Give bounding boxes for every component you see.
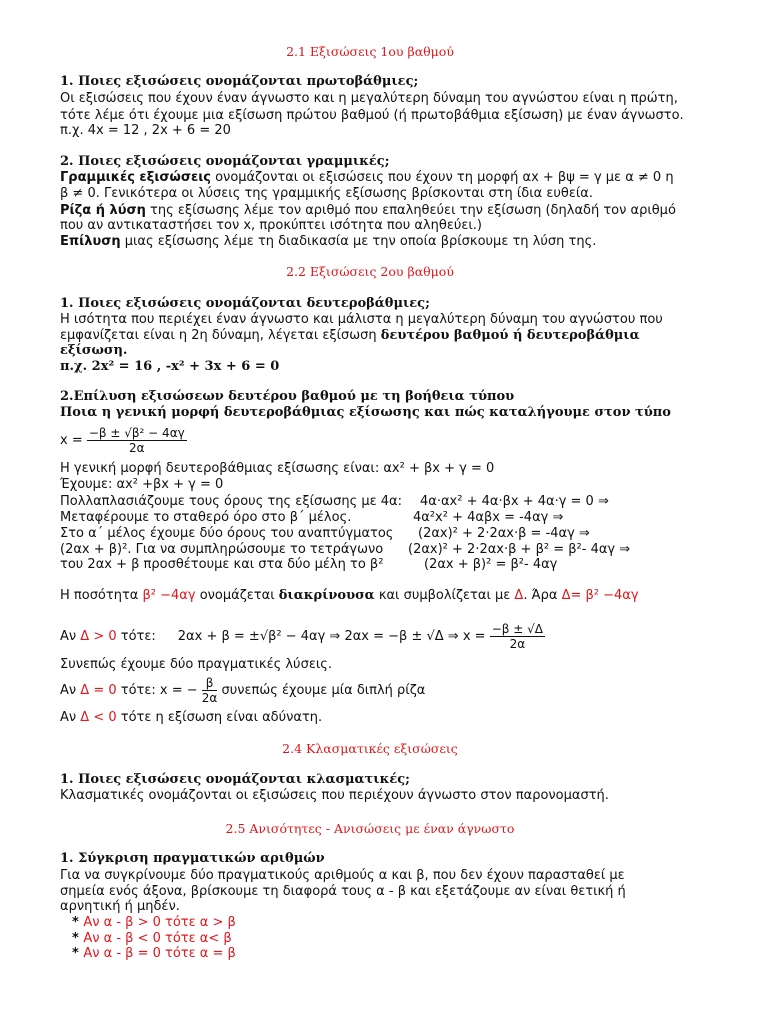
derivation-step [60,494,609,509]
step-text: Μεταφέρουμε το σταθερό όρο στο β΄ μέλος. [60,510,352,525]
step-equation: (2αx + β)² = β²- 4αγ [424,557,558,572]
list-item: * Αν α - β > 0 τότε α > β [72,915,236,930]
text-span: Αν [60,683,81,698]
red-term: Δ < 0 [80,710,117,725]
case-negative [60,710,322,725]
text-span: τότε: [116,629,156,644]
question-heading: 2.Επίλυση εξισώσεων δευτέρου βαθμού με τη βοήθεια τύπου [60,389,515,404]
fraction-numerator: β [202,676,218,691]
step-text: Πολλαπλασιάζουμε τους όρους της εξίσωσης με 4α: [60,494,402,509]
section-title: 2.2 Εξισώσεις 2ου βαθμού [286,264,454,279]
text-line: τότε λέμε ότι έχουμε μια εξίσωση πρώτου βαθμού (ή πρωτοβάθμια εξίσωση) με έναν άγνωστο. [60,108,684,123]
fraction-numerator: −β ± √Δ [491,622,543,636]
bold-term: δευτέρου βαθμού ή δευτεροβάθμια [380,328,640,343]
case-positive [60,622,545,651]
red-term: Δ > 0 [80,629,117,644]
text-span: Η ποσότητα [60,588,143,603]
text-line: που αν αντικαταστήσει τον x, προκύπτει ισότητα που αληθεύει.) [60,218,482,233]
text-line: Η γενική μορφή δευτεροβάθμιας εξίσωσης είναι: αx² + βx + γ = 0 [60,461,495,476]
fraction-denominator: 2α [201,691,218,705]
text-span: τότε η εξίσωση είναι αδύνατη. [116,710,323,725]
quadratic-formula [60,426,187,455]
red-term: Δ [514,588,524,603]
text-line: Συνεπώς έχουμε δύο πραγματικές λύσεις. [60,657,333,672]
bullet-text: Αν α - β = 0 τότε α = β [83,946,236,961]
fraction-denominator: 2α [509,637,526,651]
formula-fraction [87,426,187,455]
text-span: ονομάζονται οι εξισώσεις που έχουν τη μορφή αx + βψ = γ με α ≠ 0 η [210,170,674,185]
text-line [60,203,676,218]
formula-denominator: 2α [129,441,145,455]
step-text: Στο α΄ μέλος έχουμε δύο όρους του αναπτύγματος [60,526,394,541]
step-equation: 4α·αx² + 4α·βx + 4α·γ = 0 ⇒ [420,494,609,509]
text-span: μιας εξίσωσης λέμε τη διαδικασία με την οποία βρίσκουμε τη λύση της. [120,234,597,249]
case-fraction [202,676,218,705]
text-span: . Άρα [523,588,562,603]
derivation-step [60,557,558,572]
step-equation: 4α²x² + 4αβx = -4αγ ⇒ [413,510,564,525]
red-term: Δ = 0 [80,683,117,698]
step-text: (2αx + β)². Για να συμπληρώσουμε το τετράγωνο [60,542,384,557]
text-line: Κλασματικές ονομάζονται οι εξισώσεις που περιέχουν άγνωστο στον παρονομαστή. [60,788,609,803]
text-line: Έχουμε: αx² +βx + γ = 0 [60,477,224,492]
question-heading: 1. Ποιες εξισώσεις ονομάζονται δευτεροβάθμιες; [60,296,430,311]
section-title: 2.5 Ανισότητες - Ανισώσεις με έναν άγνωστο [225,821,515,836]
derivation-step [60,510,564,525]
bold-term: Επίλυση [60,234,121,249]
question-heading: 1. Ποιες εξισώσεις ονομάζονται κλασματικές; [60,772,410,787]
bullet-text: Αν α - β > 0 τότε α > β [83,915,236,930]
bold-term: εξίσωση. [60,343,128,358]
text-line: αρνητική ή μηδέν. [60,899,180,914]
case-fraction [490,622,545,651]
section-title: 2.1 Εξισώσεις 1ου βαθμού [286,44,454,59]
formula-numerator: −β ± √β² − 4αγ [88,426,185,440]
text-span: τότε: x = − [116,683,198,698]
text-span: Αν [60,710,81,725]
question-heading: 1. Σύγκριση πραγματικών αριθμών [60,851,325,866]
case-equation: 2αx + β = ±√β² − 4αγ ⇒ 2αx = −β ± √Δ ⇒ x = [177,629,486,644]
text-line: σημεία ενός άξονα, βρίσκουμε τη διαφορά τους α - β και εξετάζουμε αν είναι θετική ή [60,884,626,899]
text-line [60,328,640,343]
red-term: β² −4αγ [142,588,196,603]
bold-term: Γραμμικές εξισώσεις [60,170,211,185]
step-equation: (2αx)² + 2·2αx·β + β² = β²- 4αγ ⇒ [408,542,631,557]
text-span: της εξίσωσης λέμε τον αριθμό που επαληθεύει την εξίσωση (δηλαδή τον αριθμό [145,203,676,218]
text-span: ονομάζεται [195,588,279,603]
text-line: Οι εξισώσεις που έχουν έναν άγνωστο και η μεγαλύτερη δύναμη του αγνώστου είναι η πρώτη, [60,91,678,106]
discriminant-line [60,588,639,603]
text-span: εμφανίζεται είναι η 2η δύναμη, λέγεται εξίσωση [60,328,381,343]
text-span: συνεπώς έχουμε μία διπλή ρίζα [217,683,426,698]
bold-term: διακρίνουσα [278,588,375,603]
derivation-step [60,542,631,557]
derivation-step [60,526,590,541]
text-line: Η ισότητα που περιέχει έναν άγνωστο και μάλιστα η μεγαλύτερη δύναμη του αγνώστου που [60,312,663,327]
bullet-text: Αν α - β < 0 τότε α< β [83,931,232,946]
question-heading: 2. Ποιες εξισώσεις ονομάζονται γραμμικές; [60,154,390,169]
list-item: * Αν α - β = 0 τότε α = β [72,946,236,961]
text-line: β ≠ 0. Γενικότερα οι λύσεις της γραμμικής εξίσωσης βρίσκονται στη ίδια ευθεία. [60,186,593,201]
step-equation: (2αx)² + 2·2αx·β = -4αγ ⇒ [418,526,590,541]
example-line: π.χ. 2x² = 16 , -x² + 3x + 6 = 0 [60,359,280,374]
text-line [60,234,596,249]
formula-lhs: x = [60,433,83,448]
bold-term: Ρίζα ή λύση [60,203,146,218]
text-span: Αν [60,629,81,644]
case-zero [60,676,425,705]
section-title: 2.4 Κλασματικές εξισώσεις [282,741,458,756]
text-line [60,170,674,185]
text-line: π.χ. 4x = 12 , 2x + 6 = 20 [60,123,231,138]
question-heading: 1. Ποιες εξισώσεις ονομάζονται πρωτοβάθμιες; [60,74,419,89]
text-span: και συμβολίζεται με [374,588,515,603]
red-term: Δ= β² −4αγ [561,588,639,603]
text-line: Για να συγκρίνουμε δύο πραγματικούς αριθμούς α και β, που δεν έχουν παρασταθεί με [60,868,625,883]
list-item: * Αν α - β < 0 τότε α< β [72,931,232,946]
step-text: του 2αx + β προσθέτουμε και στα δύο μέλη το β² [60,557,384,572]
question-heading: Ποια η γενική μορφή δευτεροβάθμιας εξίσωσης και πώς καταλήγουμε στον τύπο [60,405,671,420]
